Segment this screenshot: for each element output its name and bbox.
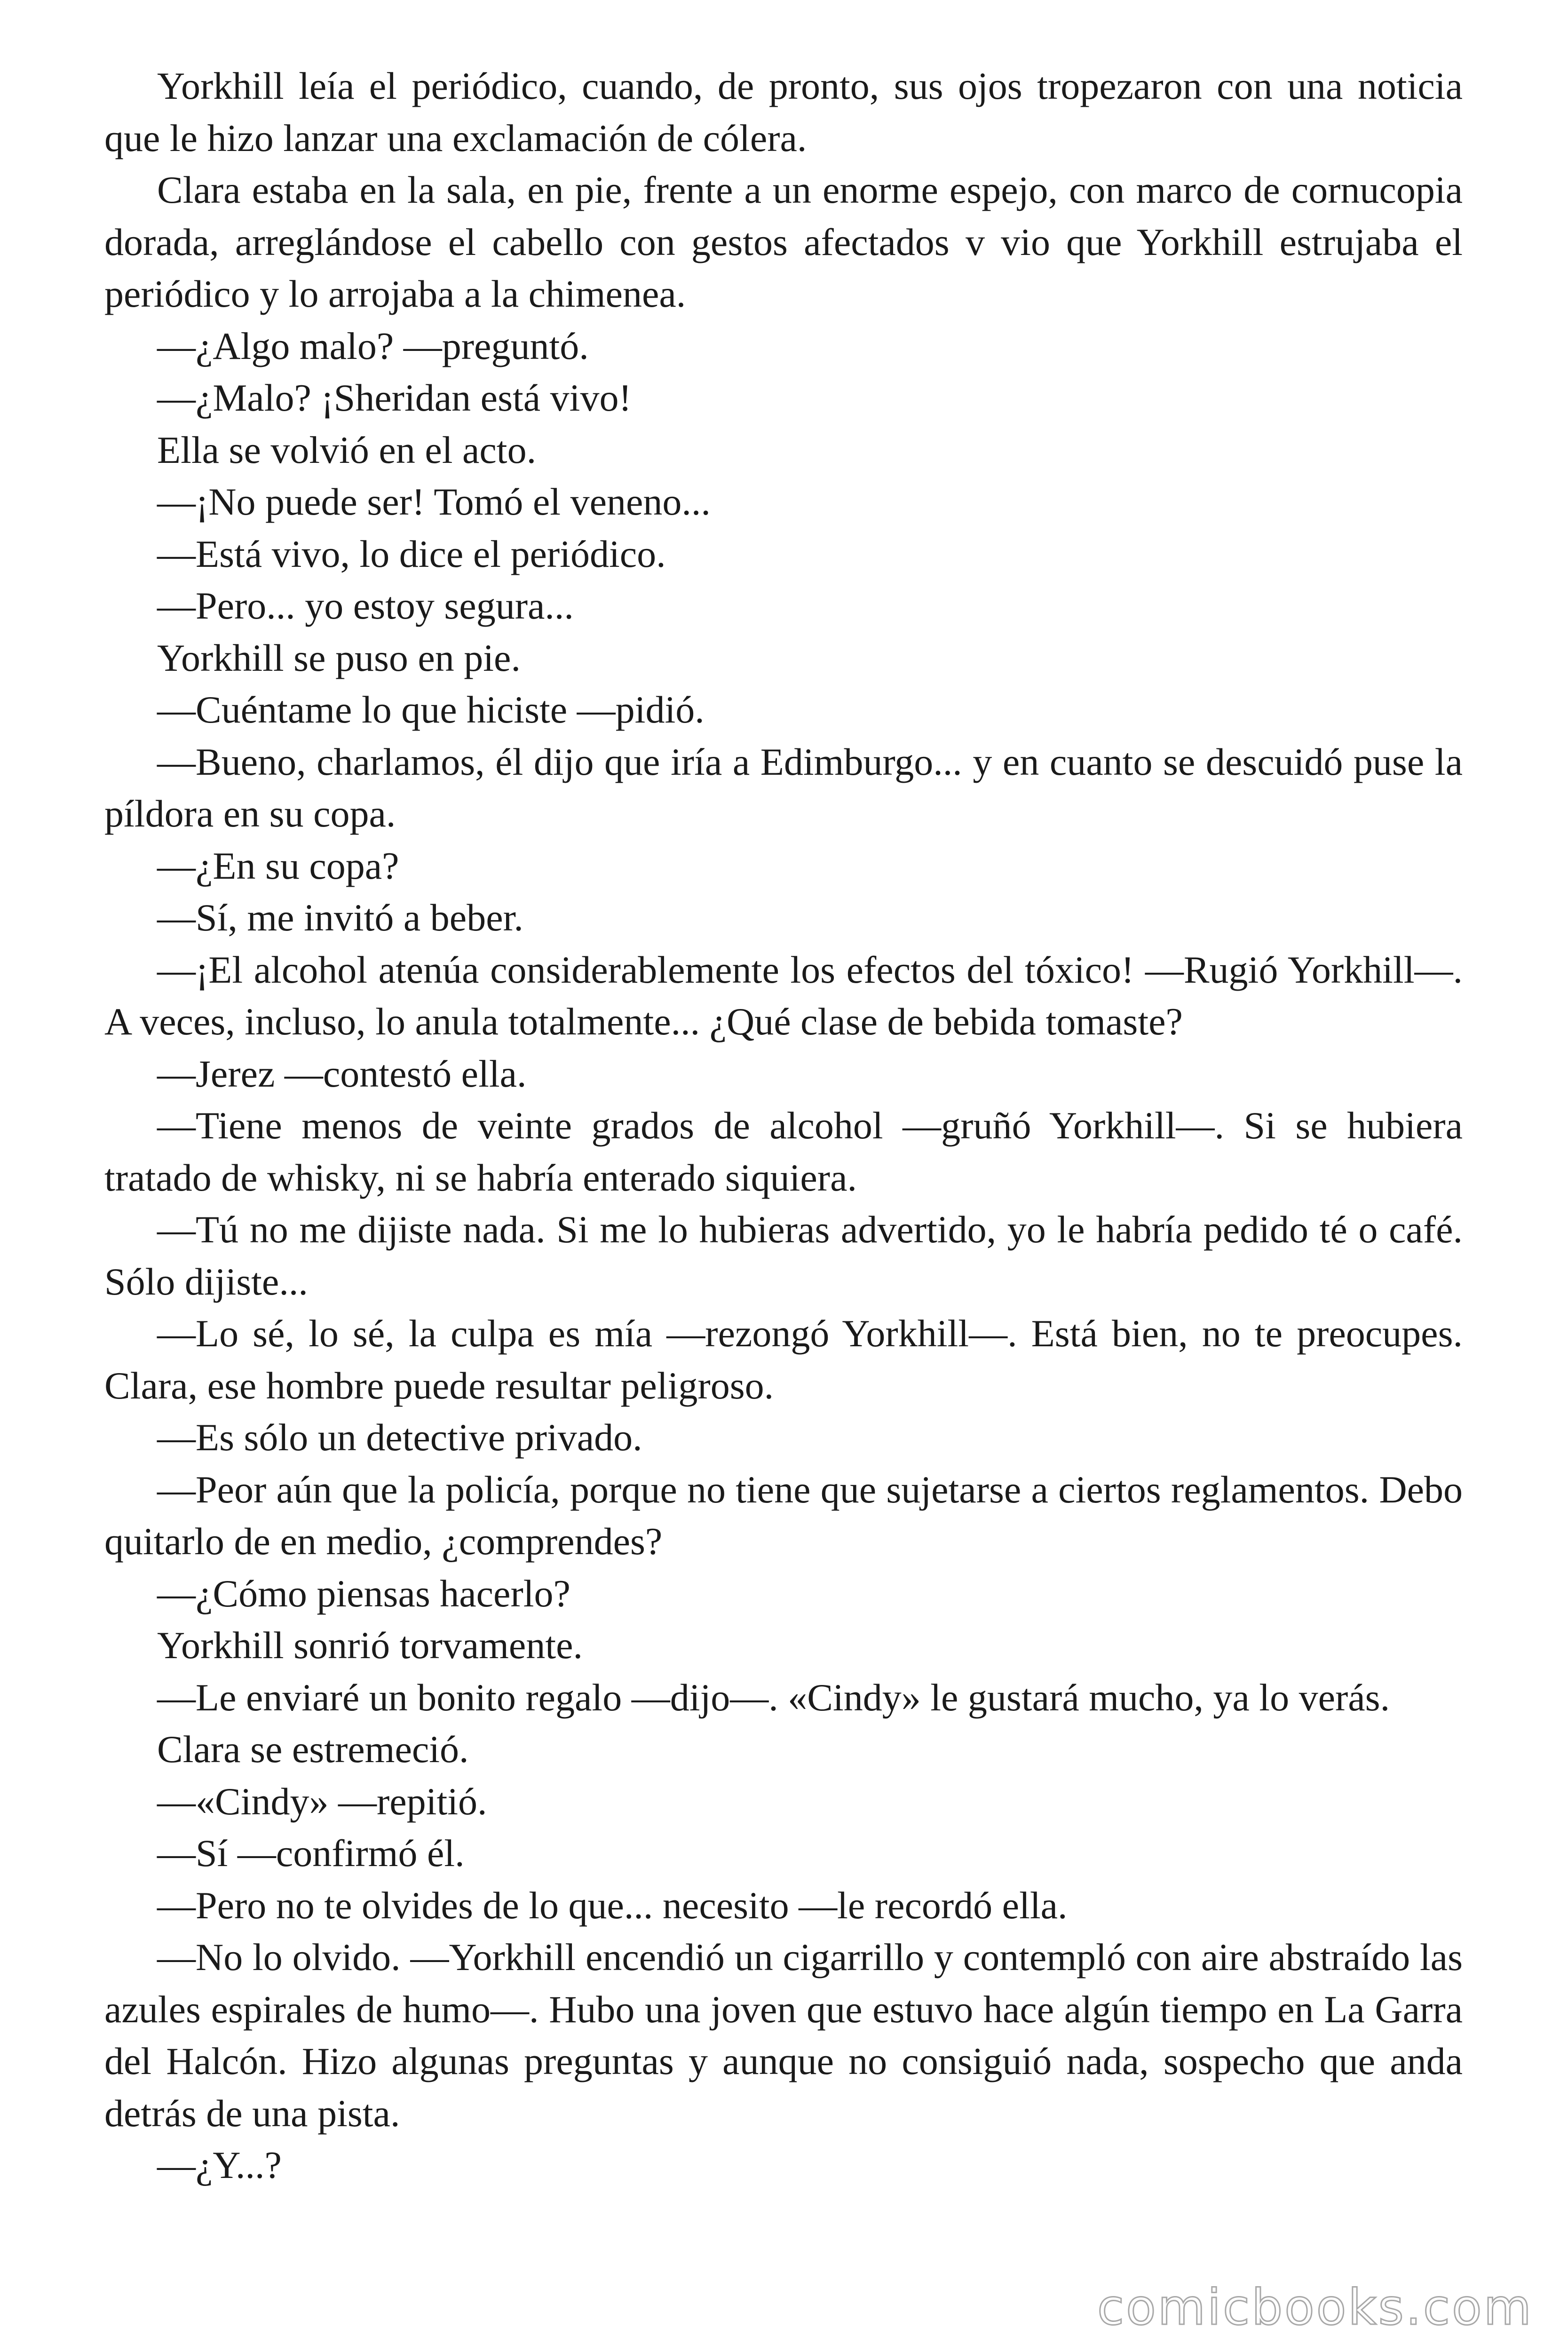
watermark: comicbooks.com — [1097, 2279, 1533, 2336]
paragraph: —¿En su copa? — [157, 844, 399, 887]
paragraph: —Cuéntame lo que hiciste —pidió. — [157, 688, 705, 731]
paragraph: —¡El alcohol atenúa considerablemente los efectos del tóxico! —Rugió Yorkhill—. A veces, incluso, lo anula totalmente... ¿Qué clase de bebida tomaste? — [104, 948, 1463, 1043]
paragraph: —¿Algo malo? —preguntó. — [157, 324, 589, 367]
paragraph: —Tú no me dijiste nada. Si me lo hubieras advertido, yo le habría pedido té o café. Sólo dijiste... — [104, 1208, 1463, 1303]
book-page-text — [104, 60, 1463, 2192]
paragraph: —No lo olvido. —Yorkhill encendió un cigarrillo y contempló con aire abstraído las azules espirales de humo—. Hubo una joven que estuvo hace algún tiempo en La Garra del Halcón. Hizo algunas preguntas y aunque no consiguió nada, sospecho que anda detrás de una pista. — [104, 1936, 1463, 2135]
paragraph: —Le enviaré un bonito regalo —dijo—. «Cindy» le gustará mucho, ya lo verás. — [157, 1676, 1390, 1719]
paragraph: —Jerez —contestó ella. — [157, 1052, 527, 1095]
paragraph: Yorkhill leía el periódico, cuando, de pronto, sus ojos tropezaron con una noticia que le hizo lanzar una exclamación de cólera. — [104, 64, 1463, 159]
paragraph: Yorkhill sonrió torvamente. — [157, 1624, 583, 1667]
paragraph: —Está vivo, lo dice el periódico. — [157, 532, 666, 575]
paragraph: —¿Malo? ¡Sheridan está vivo! — [157, 376, 632, 419]
paragraph: —Pero no te olvides de lo que... necesito —le recordó ella. — [157, 1883, 1068, 1927]
paragraph: Clara estaba en la sala, en pie, frente a un enorme espejo, con marco de cornucopia dorada, arreglándose el cabello con gestos afectados v vio que Yorkhill estrujaba el periódico y lo arrojaba a la chimenea. — [104, 168, 1463, 315]
paragraph: —«Cindy» —repitió. — [157, 1780, 487, 1823]
paragraph: —¡No puede ser! Tomó el veneno... — [157, 480, 711, 523]
paragraph: Ella se volvió en el acto. — [157, 428, 537, 471]
paragraph: —Tiene menos de veinte grados de alcohol —gruñó Yorkhill—. Si se hubiera tratado de whisky, ni se habría enterado siquiera. — [104, 1104, 1463, 1199]
paragraph: —Sí, me invitó a beber. — [157, 896, 523, 939]
paragraph: Clara se estremeció. — [157, 1728, 469, 1771]
paragraph: —Es sólo un detective privado. — [157, 1416, 642, 1459]
paragraph: —Peor aún que la policía, porque no tiene que sujetarse a ciertos reglamentos. Debo quitarlo de en medio, ¿comprendes? — [104, 1468, 1463, 1563]
paragraph: —Pero... yo estoy segura... — [157, 584, 574, 627]
paragraph: —¿Cómo piensas hacerlo? — [157, 1572, 570, 1615]
paragraph: —Sí —confirmó él. — [157, 1832, 465, 1875]
paragraph: —Bueno, charlamos, él dijo que iría a Edimburgo... y en cuanto se descuidó puse la píldora en su copa. — [104, 740, 1463, 835]
paragraph: —¿Y...? — [157, 2144, 282, 2186]
paragraph: —Lo sé, lo sé, la culpa es mía —rezongó Yorkhill—. Está bien, no te preocupes. Clara, ese hombre puede resultar peligroso. — [104, 1312, 1463, 1407]
paragraph: Yorkhill se puso en pie. — [157, 636, 521, 679]
